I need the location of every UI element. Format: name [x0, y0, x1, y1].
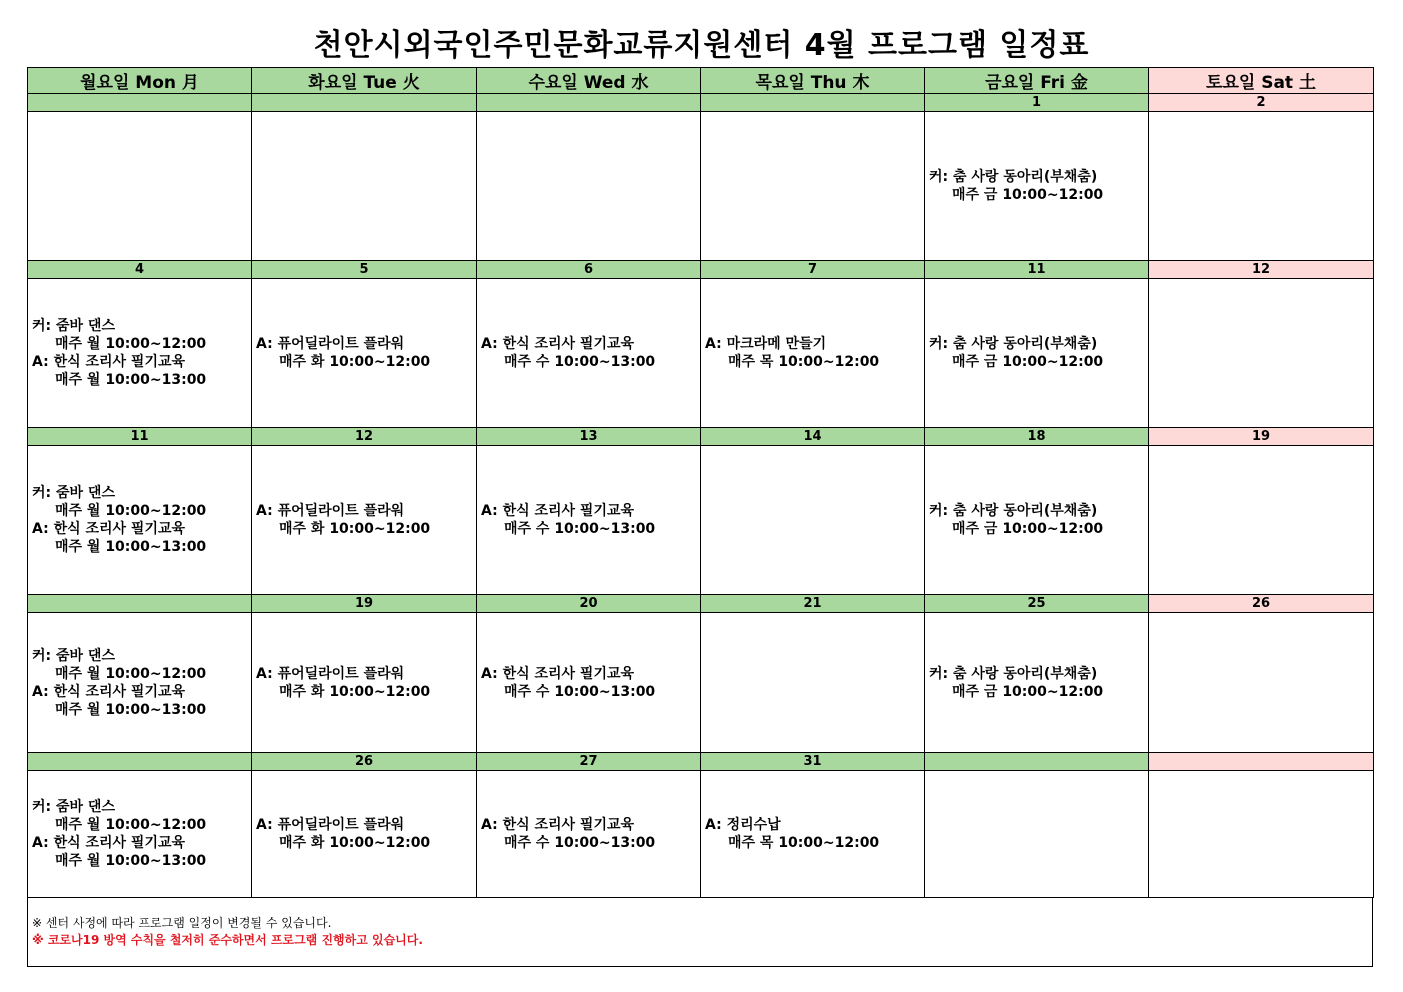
- program-entry: [28, 834, 251, 870]
- date-number: 11: [925, 261, 1149, 279]
- day-cell: [925, 446, 1149, 595]
- program-schedule: 매주 화 10:00~12:00: [279, 683, 431, 700]
- day-cell: [28, 279, 252, 428]
- program-entry: [925, 168, 1148, 204]
- program-schedule: 매주 금 10:00~12:00: [952, 187, 1104, 203]
- weekday-header-fri: 금요일 Fri 金: [925, 68, 1149, 94]
- date-number: 19: [1149, 428, 1374, 446]
- date-number: 18: [925, 428, 1149, 446]
- program-entry: [252, 335, 476, 371]
- program-schedule: 매주 목 10:00~12:00: [728, 835, 880, 851]
- day-cell: [477, 613, 701, 753]
- day-cell: [925, 112, 1149, 261]
- program-entry: [925, 665, 1148, 701]
- program-row: [28, 446, 1374, 595]
- program-entry: [252, 816, 476, 852]
- program-name: A: 한식 조리사 필기교육: [32, 521, 186, 537]
- program-schedule: 매주 월 10:00~12:00: [55, 665, 207, 682]
- weekday-header-mon: 월요일 Mon 月: [28, 68, 252, 94]
- program-name: A: 퓨어딜라이트 플라워: [256, 336, 405, 352]
- day-cell: [477, 279, 701, 428]
- program-entry: [701, 816, 924, 852]
- program-name: 커: 줌바 댄스: [32, 799, 115, 815]
- day-cell: [701, 771, 925, 898]
- program-name: A: 한식 조리사 필기교육: [32, 354, 186, 370]
- date-number: 26: [252, 753, 477, 771]
- program-name: A: 정리수납: [705, 817, 781, 833]
- program-entry: [252, 665, 476, 701]
- program-name: A: 퓨어딜라이트 플라워: [256, 503, 405, 519]
- date-number: 20: [477, 595, 701, 613]
- program-schedule: 매주 수 10:00~13:00: [504, 521, 656, 537]
- program-schedule: 매주 수 10:00~13:00: [504, 683, 656, 700]
- weekday-header-sat: 토요일 Sat 土: [1149, 68, 1374, 94]
- date-number: 19: [252, 595, 477, 613]
- program-schedule: 매주 목 10:00~12:00: [728, 354, 880, 370]
- program-name: A: 한식 조리사 필기교육: [481, 817, 635, 833]
- date-number: 2: [1149, 94, 1374, 112]
- program-name: 커: 춤 사랑 동아리(부채춤): [929, 665, 1098, 682]
- program-schedule: 매주 월 10:00~12:00: [55, 503, 207, 519]
- program-schedule: 매주 월 10:00~12:00: [55, 817, 207, 833]
- program-schedule: 매주 화 10:00~12:00: [279, 521, 431, 537]
- program-entry: [925, 335, 1148, 371]
- program-entry: [28, 484, 251, 520]
- covid-notice-line: ※ 코로나19 방역 수칙을 철저히 준수하면서 프로그램 진행하고 있습니다.: [32, 933, 423, 947]
- program-entry: [477, 335, 700, 371]
- program-name: 커: 줌바 댄스: [32, 647, 115, 664]
- date-number: 14: [701, 428, 925, 446]
- day-cell: [252, 112, 477, 261]
- program-schedule: 매주 월 10:00~13:00: [55, 853, 207, 869]
- program-name: A: 퓨어딜라이트 플라워: [256, 665, 405, 682]
- program-row: [28, 279, 1374, 428]
- program-row: [28, 771, 1374, 898]
- program-schedule: 매주 수 10:00~13:00: [504, 354, 656, 370]
- day-cell: [252, 446, 477, 595]
- date-number: [28, 753, 252, 771]
- day-cell: [925, 613, 1149, 753]
- program-name: A: 한식 조리사 필기교육: [32, 835, 186, 851]
- program-name: A: 마크라메 만들기: [705, 336, 827, 352]
- day-cell: [701, 613, 925, 753]
- program-schedule: 매주 월 10:00~12:00: [55, 336, 207, 352]
- program-schedule: 매주 화 10:00~12:00: [279, 835, 431, 851]
- program-entry: [28, 647, 251, 683]
- date-number: 21: [701, 595, 925, 613]
- program-schedule: 매주 월 10:00~13:00: [55, 372, 207, 388]
- date-number: [28, 94, 252, 112]
- program-entry: [701, 335, 924, 371]
- day-cell: [28, 771, 252, 898]
- date-row: [28, 753, 1374, 771]
- program-entry: [477, 816, 700, 852]
- day-cell: [1149, 771, 1374, 898]
- program-name: 커: 춤 사랑 동아리(부채춤): [929, 336, 1098, 352]
- schedule-calendar: [27, 67, 1373, 898]
- day-cell: [1149, 112, 1374, 261]
- weekday-header-thu: 목요일 Thu 木: [701, 68, 925, 94]
- day-cell: [28, 112, 252, 261]
- day-cell: [701, 279, 925, 428]
- day-cell: [701, 446, 925, 595]
- weekday-header-wed: 수요일 Wed 水: [477, 68, 701, 94]
- day-cell: [477, 446, 701, 595]
- date-number: 27: [477, 753, 701, 771]
- program-entry: [28, 353, 251, 389]
- day-cell: [925, 771, 1149, 898]
- date-number: 6: [477, 261, 701, 279]
- date-number: [28, 595, 252, 613]
- program-name: 커: 춤 사랑 동아리(부채춤): [929, 169, 1098, 185]
- program-name: 커: 줌바 댄스: [32, 318, 115, 334]
- program-schedule: 매주 수 10:00~13:00: [504, 835, 656, 851]
- program-name: A: 한식 조리사 필기교육: [481, 503, 635, 519]
- date-number: 4: [28, 261, 252, 279]
- date-number: 31: [701, 753, 925, 771]
- day-cell: [1149, 613, 1374, 753]
- program-row: [28, 112, 1374, 261]
- program-entry: [477, 502, 700, 538]
- program-name: A: 한식 조리사 필기교육: [32, 683, 186, 700]
- date-number: 12: [252, 428, 477, 446]
- day-cell: [925, 279, 1149, 428]
- day-cell: [252, 613, 477, 753]
- date-number: 12: [1149, 261, 1374, 279]
- date-number: 7: [701, 261, 925, 279]
- weekday-header-row: [28, 68, 1374, 94]
- date-number: [477, 94, 701, 112]
- program-schedule: 매주 월 10:00~13:00: [55, 701, 207, 718]
- program-entry: [28, 683, 251, 719]
- program-entry: [28, 798, 251, 834]
- date-number: 13: [477, 428, 701, 446]
- program-entry: [28, 520, 251, 556]
- day-cell: [477, 771, 701, 898]
- program-name: A: 한식 조리사 필기교육: [481, 665, 635, 682]
- day-cell: [252, 771, 477, 898]
- program-entry: [252, 502, 476, 538]
- date-number: [252, 94, 477, 112]
- program-row: [28, 613, 1374, 753]
- date-row: [28, 94, 1374, 112]
- date-number: 1: [925, 94, 1149, 112]
- date-number: 25: [925, 595, 1149, 613]
- weekday-header-tue: 화요일 Tue 火: [252, 68, 477, 94]
- program-schedule: 매주 월 10:00~13:00: [55, 539, 207, 555]
- date-number: 11: [28, 428, 252, 446]
- program-schedule: 매주 금 10:00~12:00: [952, 521, 1104, 537]
- date-number: 26: [1149, 595, 1374, 613]
- program-schedule: 매주 금 10:00~12:00: [952, 683, 1104, 700]
- program-entry: [925, 502, 1148, 538]
- day-cell: [701, 112, 925, 261]
- program-name: A: 퓨어딜라이트 플라워: [256, 817, 405, 833]
- page-title: 천안시외국인주민문화교류지원센터 4월 프로그램 일정표: [313, 28, 1090, 63]
- day-cell: [1149, 279, 1374, 428]
- date-row: [28, 595, 1374, 613]
- program-entry: [28, 317, 251, 353]
- program-schedule: 매주 화 10:00~12:00: [279, 354, 431, 370]
- program-name: 커: 줌바 댄스: [32, 485, 115, 501]
- notice-line: ※ 센터 사정에 따라 프로그램 일정이 변경될 수 있습니다.: [32, 916, 332, 930]
- date-row: [28, 261, 1374, 279]
- program-name: 커: 춤 사랑 동아리(부채춤): [929, 503, 1098, 519]
- date-number: [701, 94, 925, 112]
- day-cell: [252, 279, 477, 428]
- program-schedule: 매주 금 10:00~12:00: [952, 354, 1104, 370]
- schedule-table: [27, 67, 1374, 898]
- day-cell: [28, 446, 252, 595]
- date-number: [925, 753, 1149, 771]
- date-number: 5: [252, 261, 477, 279]
- program-name: A: 한식 조리사 필기교육: [481, 336, 635, 352]
- day-cell: [1149, 446, 1374, 595]
- date-number: [1149, 753, 1374, 771]
- day-cell: [28, 613, 252, 753]
- day-cell: [477, 112, 701, 261]
- date-row: [28, 428, 1374, 446]
- notice-box: [27, 898, 1373, 967]
- program-entry: [477, 665, 700, 701]
